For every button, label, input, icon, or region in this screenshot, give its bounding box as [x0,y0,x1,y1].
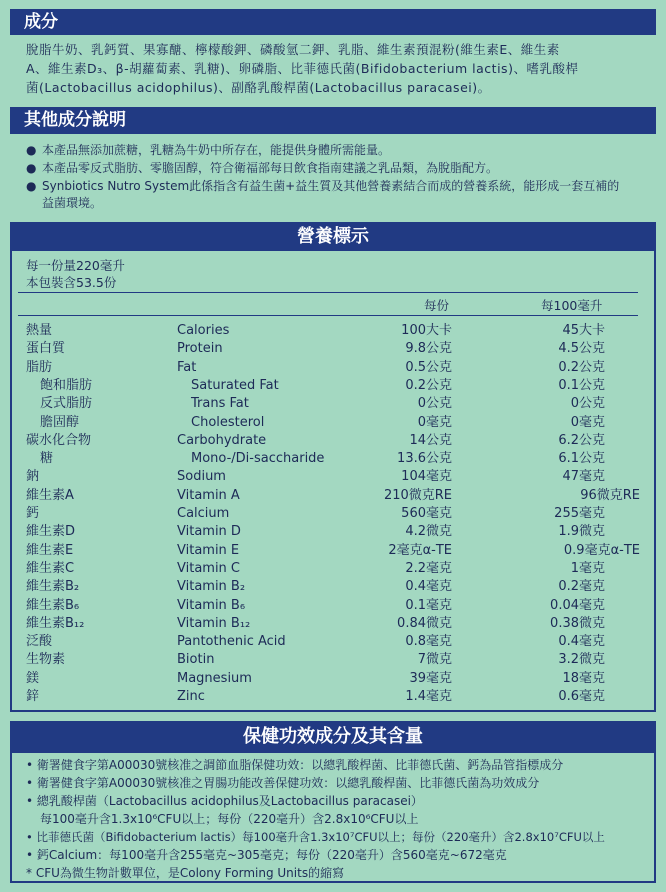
nutrient-name-zh: 維生素C [26,560,75,576]
divider [18,292,638,293]
other-info-item [26,160,646,177]
nutrition-row [0,432,666,450]
per-serving-value: 0.8毫克 [405,634,452,650]
nutrition-row [0,523,666,541]
nutrient-name-zh: 維生素D [26,524,76,540]
per-100ml-value: 0.4毫克 [558,634,605,650]
per-100ml-value: 0毫克 [570,414,605,430]
nutrition-row [0,670,666,688]
nutrient-name-zh: 鈉 [26,469,40,485]
nutrient-name-en: Vitamin E [177,542,240,558]
servings-per-package: 本包裝含53.5份 [26,275,117,290]
nutrient-name-en: Vitamin B₆ [177,597,246,613]
per-100ml-value: 0.38微克 [550,615,605,631]
other-info-text: 本產品零反式脂肪、零膽固醇，符合衛福部每日飲食指南建議之乳品類，為脫脂配方。 [42,161,499,175]
per-100ml-value: 47毫克 [562,469,605,485]
nutrition-row [0,633,666,651]
per-100ml-value: 18毫克 [562,670,605,686]
nutrition-row [0,468,666,486]
per-100ml-value: 0.1公克 [558,377,605,393]
nutrient-name-en: Vitamin D [177,524,241,540]
ingredients-title: 成分 [10,9,656,35]
nutrient-name-zh: 蛋白質 [26,341,66,357]
per-serving-value: 9.8公克 [405,341,452,357]
per-serving-value: 100大卡 [401,323,452,338]
health-line: • 鈣Calcium：每100毫升含255毫克~305毫克；每份（220毫升）含560毫克~672毫克 [26,848,507,862]
nutrient-name-zh: 生物素 [26,652,66,668]
per-100ml-value: 4.5公克 [558,341,605,357]
health-line: • 比菲德氏菌（Bifidobacterium lactis）每100毫升含1.3x10⁷CFU以上；每份（220毫升）含2.8x10⁷CFU以上 [26,830,605,844]
ingredients-line: 脫脂牛奶、乳鈣質、果寡醣、檸檬酸鉀、磷酸氫二鉀、乳脂、維生素預混粉(維生素E、維生素 [26,42,560,57]
column-header-per-serving: 每份 [424,298,450,313]
per-100ml-value: 0.6毫克 [558,689,605,704]
per-100ml-value: 0.2公克 [558,359,605,375]
per-serving-value: 0毫克 [417,414,452,430]
nutrition-row [0,597,666,615]
nutrient-name-en: Sodium [177,469,226,485]
per-100ml-value: 0.04毫克 [550,597,605,613]
nutrient-name-en: Vitamin B₁₂ [177,615,251,631]
ingredients-text [26,40,646,97]
nutrition-row [0,560,666,578]
nutrient-name-zh: 鋅 [26,689,40,704]
per-100ml-value: 1毫克 [570,560,605,576]
nutrient-name-zh: 維生素B₂ [26,579,80,595]
nutrient-name-zh: 熱量 [26,323,53,338]
nutrient-name-zh: 反式脂肪 [40,396,93,412]
nutrition-row [0,377,666,395]
health-line: 每100毫升含1.3x10⁶CFU以上；每份（220毫升）含2.8x10⁶CFU以上 [40,812,419,826]
other-info-text: 本產品無添加蔗糖，乳糖為牛奶中所存在，能提供身體所需能量。 [42,143,391,157]
nutrition-row [0,450,666,468]
nutrient-name-zh: 脂肪 [26,359,53,375]
per-100ml-value: 3.2微克 [558,652,605,668]
nutrient-name-en: Carbohydrate [177,432,267,448]
nutrient-name-en: Vitamin A [177,487,240,503]
nutrition-row [0,322,666,340]
nutrition-row [0,542,666,560]
per-serving-value: 39毫克 [409,670,452,686]
other-info-text: Synbiotics Nutro System此係指含有益生菌+益生質及其他營養素結合而成的營養系統，能形成一套互補的益菌環境。 [42,179,620,210]
nutrient-name-en: Vitamin C [177,560,241,576]
per-100ml-value: 1.9微克 [558,524,605,540]
per-100ml-value: 0公克 [570,396,605,412]
nutrient-name-en: Saturated Fat [191,377,279,393]
nutrition-row [0,505,666,523]
per-serving-value: 4.2微克 [405,524,452,540]
per-100ml-value: 45大卡 [562,323,605,338]
nutrient-name-en: Biotin [177,652,215,668]
per-serving-value: 0.5公克 [405,359,452,375]
nutrition-row [0,688,666,706]
nutrient-name-en: Protein [177,341,223,357]
per-serving-value: 0公克 [417,396,452,412]
per-serving-value: 104毫克 [401,469,452,485]
column-header-per-100ml: 每100毫升 [541,298,603,313]
per-serving-value: 2毫克α-TE [388,542,452,558]
nutrient-name-en: Zinc [177,689,205,704]
per-serving-value: 0.2公克 [405,377,452,393]
nutrition-row [0,651,666,669]
nutrition-row [0,578,666,596]
per-serving-value: 0.4毫克 [405,579,452,595]
per-100ml-value: 0.2毫克 [558,579,605,595]
nutrient-name-en: Mono-/Di-saccharide [191,451,325,467]
nutrient-name-zh: 泛酸 [26,634,53,650]
per-serving-value: 14公克 [409,432,452,448]
other-info-title: 其他成分說明 [10,107,656,134]
per-serving-value: 0.84微克 [397,615,452,631]
nutrient-name-en: Calcium [177,506,230,521]
bullet-icon: ● [26,143,37,157]
nutrient-name-zh: 飽和脂肪 [40,377,93,393]
per-serving-value: 7微克 [417,652,452,668]
nutrient-name-en: Pantothenic Acid [177,634,286,650]
nutrient-name-zh: 膽固醇 [40,414,80,430]
bullet-icon: ● [26,161,37,175]
per-serving-value: 2.2毫克 [405,560,452,576]
per-serving-value: 0.1毫克 [405,597,452,613]
per-serving-value: 560毫克 [401,506,452,521]
nutrient-name-zh: 碳水化合物 [26,432,92,448]
per-100ml-value: 255毫克 [554,506,605,521]
nutrient-name-en: Fat [177,359,197,375]
ingredients-line: A、維生素D₃、β-胡蘿蔔素、乳糖)、卵磷脂、比菲德氏菌(Bifidobacterium lactis)、嗜乳酸桿 [26,61,579,76]
health-line: • 衛署健食字第A00030號核准之胃腸功能改善保健功效：以總乳酸桿菌、比菲德氏菌為功效成分 [26,776,540,790]
per-serving-value: 210微克RE [383,487,452,503]
other-info-item [26,178,626,212]
per-serving-value: 1.4毫克 [405,689,452,704]
nutrient-name-zh: 維生素B₁₂ [26,615,85,631]
nutrient-name-en: Trans Fat [191,396,249,412]
health-line: * CFU為微生物計數單位，是Colony Forming Units的縮寫 [26,866,345,880]
nutrient-name-zh: 維生素E [26,542,74,558]
nutrient-name-en: Cholesterol [191,414,265,430]
nutrition-row [0,615,666,633]
per-100ml-value: 96微克RE [580,487,640,503]
nutrient-name-zh: 鈣 [26,506,40,521]
divider [18,315,638,316]
nutrient-name-zh: 糖 [40,451,54,467]
ingredients-line: 菌(Lactobacillus acidophilus)、副酪乳酸桿菌(Lactobacillus paracasei)。 [26,80,491,95]
health-title: 保健功效成分及其含量 [10,721,656,753]
other-info-item [26,142,646,159]
per-100ml-value: 6.2公克 [558,432,605,448]
per-serving-value: 13.6公克 [397,451,452,467]
nutrition-row [0,359,666,377]
health-line: • 總乳酸桿菌（Lactobacillus acidophilus及Lactobacillus paracasei） [26,794,423,808]
nutrient-name-zh: 維生素A [26,487,74,503]
nutrition-row [0,414,666,432]
serving-size: 每一份量220毫升 [26,258,125,273]
nutrient-name-zh: 維生素B₆ [26,597,80,613]
health-line: • 衛署健食字第A00030號核准之調節血脂保健功效：以總乳酸桿菌、比菲德氏菌、鈣為品管指標成分 [26,758,564,772]
nutrient-name-zh: 鎂 [26,670,40,686]
nutrition-row [0,340,666,358]
nutrient-name-en: Vitamin B₂ [177,579,246,595]
nutrition-row [0,487,666,505]
bullet-icon: ● [26,179,37,193]
nutrition-title: 營養標示 [10,222,656,251]
per-100ml-value: 6.1公克 [558,451,605,467]
nutrient-name-en: Calories [177,323,230,338]
nutrition-row [0,395,666,413]
per-100ml-value: 0.9毫克α-TE [563,542,640,558]
nutrient-name-en: Magnesium [177,670,252,686]
